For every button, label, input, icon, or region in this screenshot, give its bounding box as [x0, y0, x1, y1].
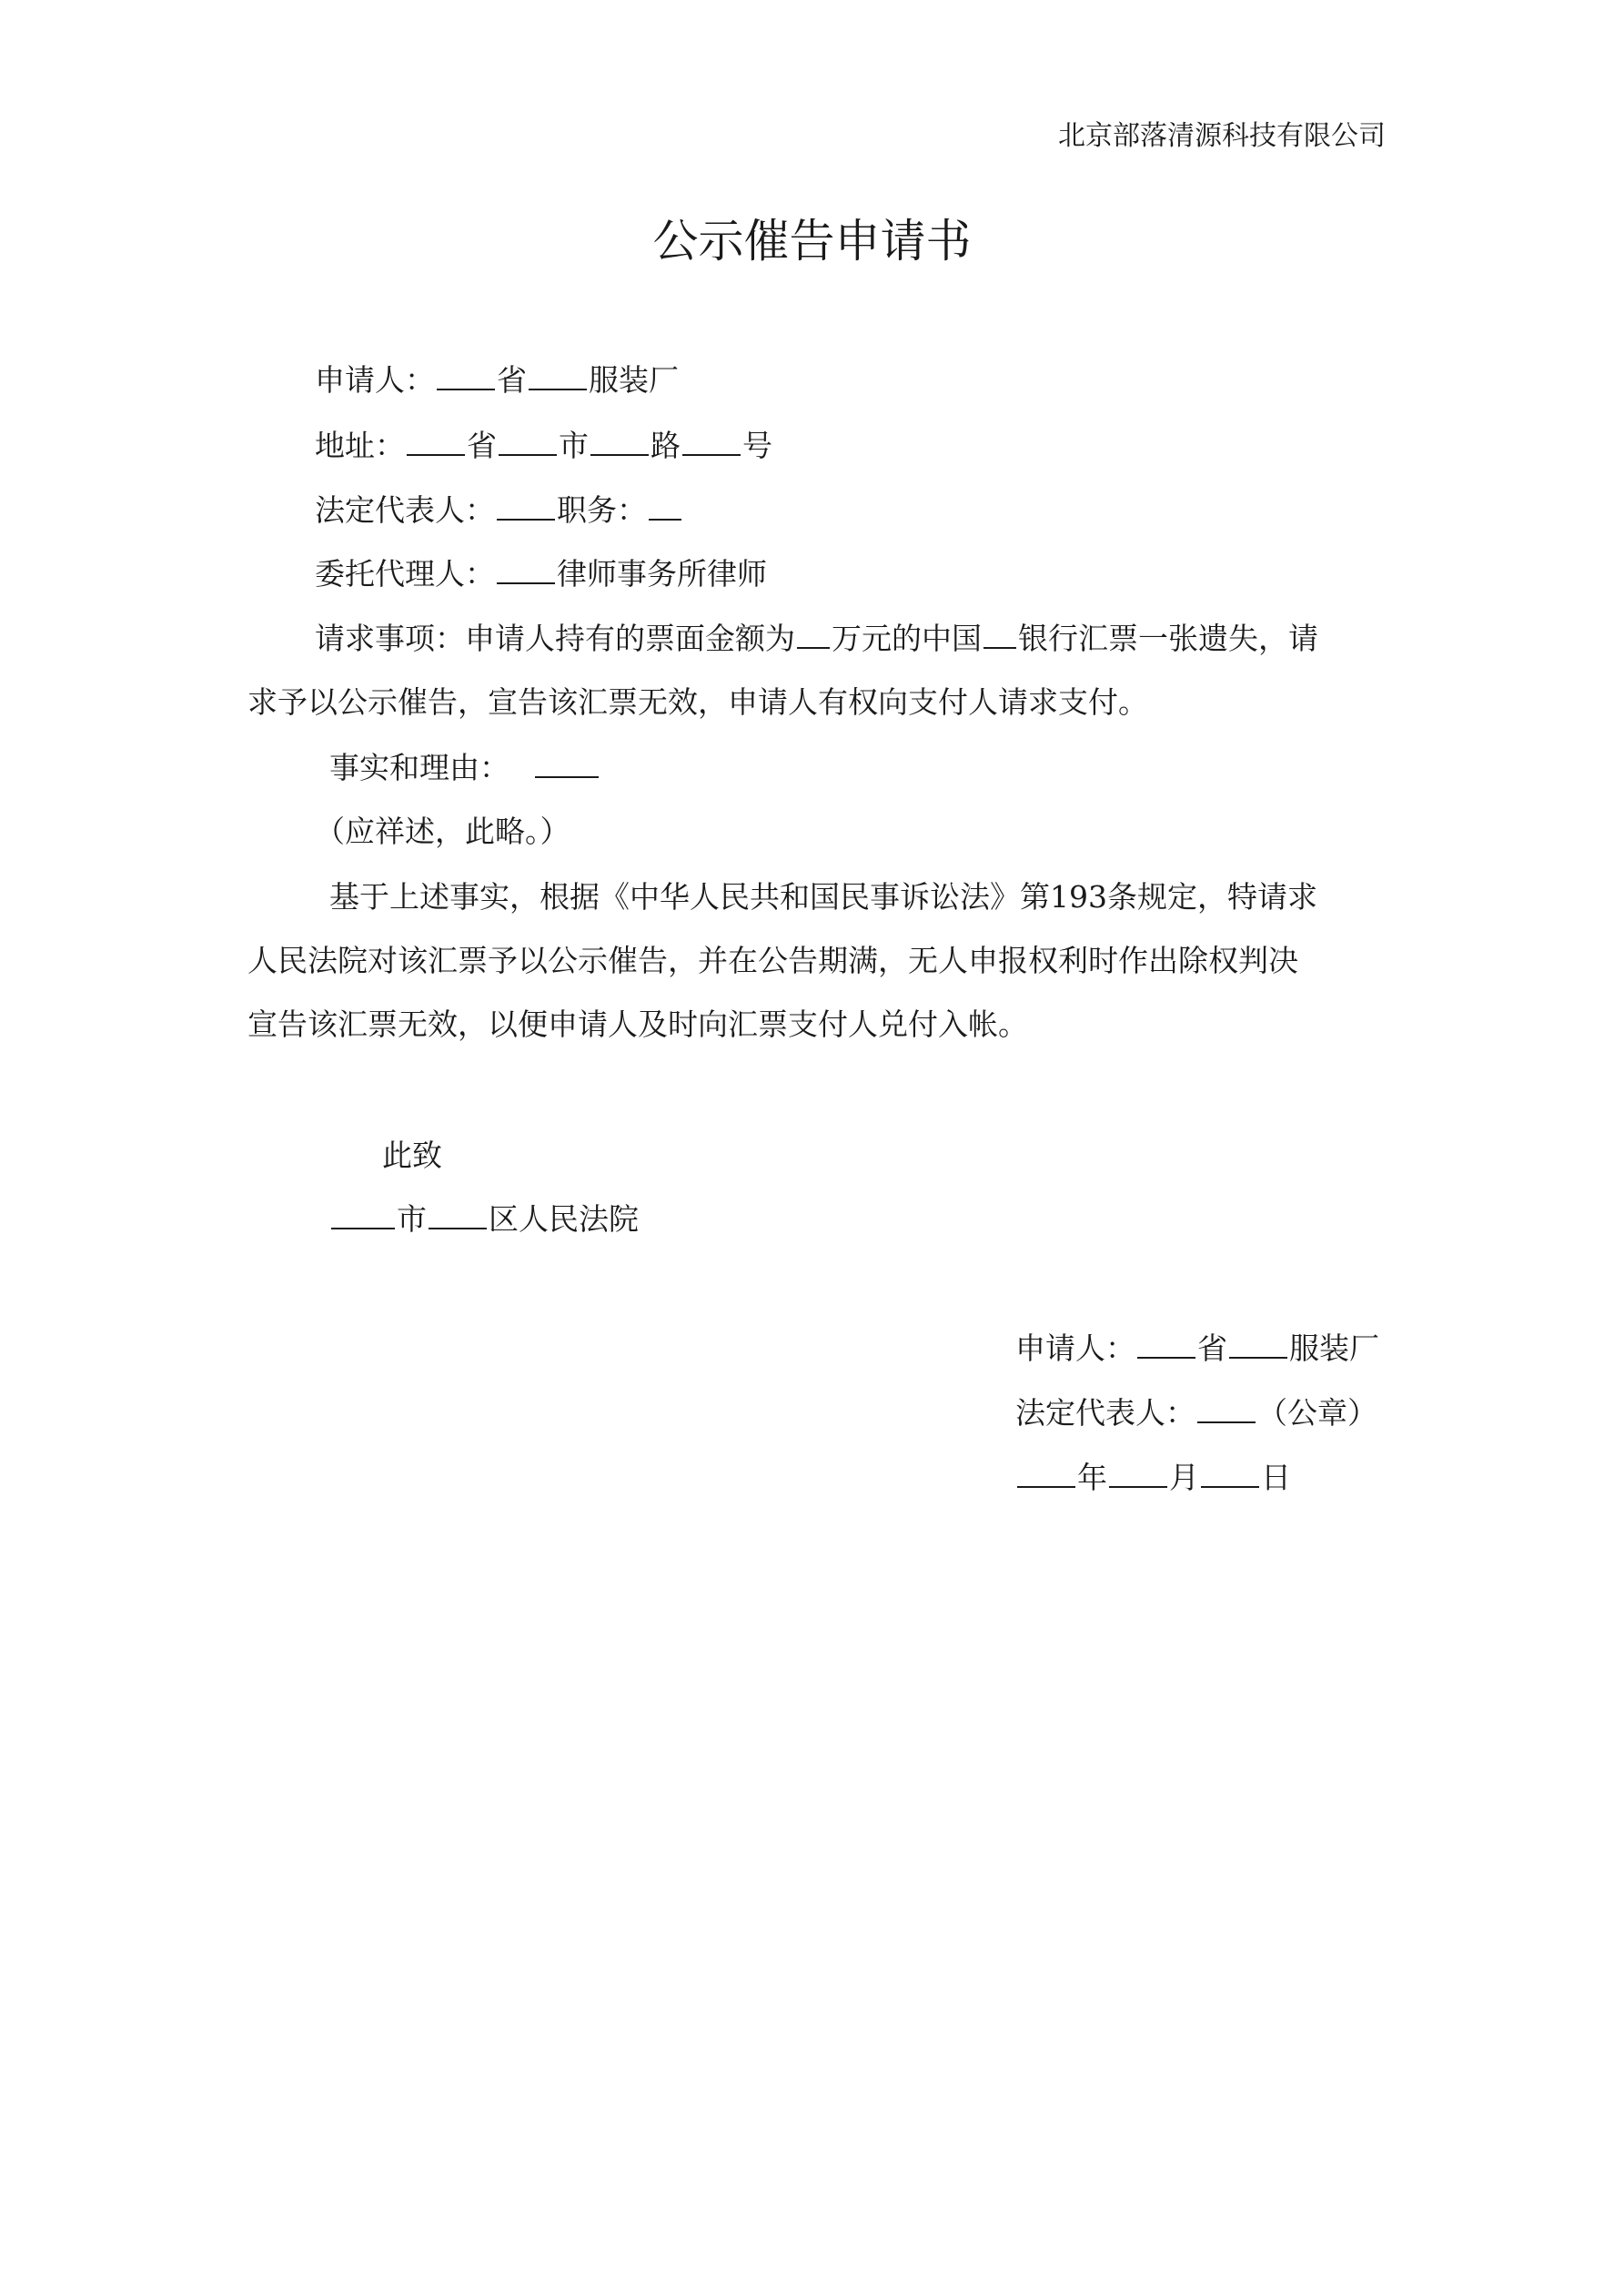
signature-factory-suffix: 服装厂: [1289, 1330, 1379, 1366]
agent-suffix: 律师事务所律师: [557, 556, 767, 592]
address-city-blank: [499, 424, 557, 456]
factory-suffix: 服装厂: [589, 362, 679, 398]
month-blank: [1109, 1456, 1167, 1488]
company-name: 北京部落清源科技有限公司: [1058, 120, 1386, 152]
facts-note: （应祥述，此略。）: [315, 814, 570, 849]
facts-label: 事实和理由：: [329, 750, 509, 785]
legal-rep-line: [315, 487, 683, 530]
basis-line-1: 基于上述事实，根据《中华人民共和国民事诉讼法》第193条规定，特请求: [329, 879, 1317, 915]
year-blank: [1017, 1456, 1075, 1488]
signature-legal-rep-blank: [1197, 1391, 1256, 1423]
address-city-suffix: 市: [559, 428, 589, 463]
address-label: 地址：: [315, 428, 405, 463]
day-label: 日: [1261, 1460, 1291, 1495]
legal-rep-blank: [497, 489, 555, 521]
court-city-suffix: 市: [397, 1201, 427, 1237]
applicant-label: 申请人：: [315, 362, 435, 398]
signature-legal-rep-label: 法定代表人：: [1015, 1395, 1195, 1431]
bank-blank: [983, 617, 1016, 649]
province-blank: [437, 359, 495, 390]
request-text-b: 万元的中国: [832, 621, 982, 656]
address-road-blank: [590, 424, 649, 456]
agent-label: 委托代理人：: [315, 556, 495, 592]
document-title: 公示催告申请书: [652, 215, 972, 268]
agent-line: [315, 551, 767, 593]
year-label: 年: [1077, 1460, 1107, 1495]
address-province-suffix: 省: [467, 428, 497, 463]
signature-applicant-label: 申请人：: [1015, 1330, 1135, 1366]
signature-legal-rep-line: [1015, 1390, 1377, 1432]
court-district-blank: [429, 1198, 487, 1229]
court-suffix: 区人民法院: [489, 1201, 639, 1237]
basis-line-2: 人民法院对该汇票予以公示催告，并在公告期满，无人申报权利时作出除权判决: [247, 943, 1298, 978]
applicant-line: [315, 357, 679, 400]
agent-blank: [497, 552, 555, 584]
closing-to: 此致: [382, 1138, 442, 1173]
address-number-blank: [682, 424, 741, 456]
factory-blank: [529, 359, 587, 390]
signature-factory-blank: [1229, 1327, 1287, 1359]
signature-date-line: [1015, 1454, 1291, 1497]
signature-province-blank: [1137, 1327, 1195, 1359]
facts-blank: [535, 746, 599, 778]
request-text-c: 银行汇票一张遗失，请: [1018, 621, 1318, 656]
request-text-a: 请求事项：申请人持有的票面金额为: [315, 621, 795, 656]
legal-rep-label: 法定代表人：: [315, 492, 495, 528]
request-line-1: [315, 615, 1318, 658]
province-suffix: 省: [497, 362, 527, 398]
position-label: 职务：: [557, 492, 647, 528]
day-blank: [1201, 1456, 1259, 1488]
request-line-2: 求予以公示催告，宣告该汇票无效，申请人有权向支付人请求支付。: [247, 684, 1148, 720]
facts-line: [329, 744, 600, 787]
month-label: 月: [1169, 1460, 1199, 1495]
amount-blank: [797, 617, 830, 649]
address-province-blank: [407, 424, 465, 456]
position-blank: [649, 489, 681, 521]
court-line: [329, 1196, 639, 1239]
court-city-blank: [331, 1198, 395, 1229]
seal-text: （公章）: [1257, 1395, 1377, 1431]
signature-province-suffix: 省: [1197, 1330, 1227, 1366]
address-road-suffix: 路: [651, 428, 681, 463]
address-line: [315, 422, 772, 465]
basis-line-3: 宣告该汇票无效，以便申请人及时向汇票支付人兑付入帐。: [247, 1006, 1028, 1042]
address-number-suffix: 号: [742, 428, 772, 463]
signature-applicant-line: [1015, 1325, 1379, 1368]
